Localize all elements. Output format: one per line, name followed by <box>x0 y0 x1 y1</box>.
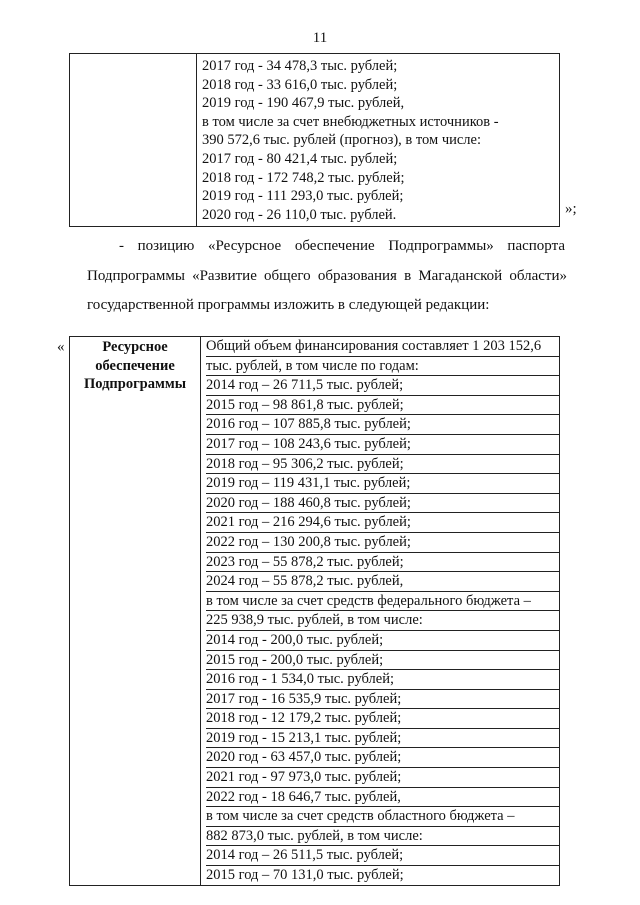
table-top-empty-cell <box>70 54 197 227</box>
funding-lines-bottom <box>206 337 559 885</box>
funding-line: 2024 год – 55 878,2 тыс. рублей, <box>206 572 559 592</box>
paragraph-line-2 <box>87 268 567 285</box>
label-line: Ресурсное <box>102 339 168 355</box>
funding-line: 2020 год - 26 110,0 тыс. рублей. <box>202 206 397 223</box>
funding-line: 2023 год – 55 878,2 тыс. рублей; <box>206 553 559 573</box>
funding-line: 2016 год - 1 534,0 тыс. рублей; <box>206 670 559 690</box>
funding-line: 2018 год – 95 306,2 тыс. рублей; <box>206 455 559 475</box>
funding-line: 2017 год - 80 421,4 тыс. рублей; <box>202 150 398 167</box>
funding-line: 2014 год – 26 511,5 тыс. рублей; <box>206 846 559 866</box>
funding-line: 2018 год - 172 748,2 тыс. рублей; <box>202 169 405 186</box>
paragraph-word: «Ресурсное <box>208 238 282 254</box>
paragraph-word: Магаданской <box>418 268 503 284</box>
paragraph-word: обеспечение <box>294 238 375 254</box>
funding-line: 2022 год - 18 646,7 тыс. рублей, <box>206 788 559 808</box>
resource-provision-label <box>72 338 198 394</box>
funding-line: 2020 год – 188 460,8 тыс. рублей; <box>206 494 559 514</box>
paragraph-word: позицию <box>137 238 195 254</box>
paragraph-word: общего <box>264 268 311 284</box>
funding-line: 2018 год - 12 179,2 тыс. рублей; <box>206 709 559 729</box>
funding-line: 882 873,0 тыс. рублей, в том числе: <box>206 827 559 847</box>
funding-line: тыс. рублей, в том числе по годам: <box>206 357 559 377</box>
funding-line: 2014 год - 200,0 тыс. рублей; <box>206 631 559 651</box>
funding-line: 2018 год - 33 616,0 тыс. рублей; <box>202 76 398 93</box>
funding-line: 2022 год – 130 200,8 тыс. рублей; <box>206 533 559 553</box>
resource-provision-values-cell <box>201 337 560 886</box>
funding-line: 225 938,9 тыс. рублей, в том числе: <box>206 611 559 631</box>
paragraph-line-3: государственной программы изложить в следующей редакции: <box>87 297 490 313</box>
funding-line: 2014 год – 26 711,5 тыс. рублей; <box>206 376 559 396</box>
paragraph-word: образования <box>317 268 397 284</box>
paragraph-word: области» <box>509 268 567 284</box>
funding-line: 2021 год - 97 973,0 тыс. рублей; <box>206 768 559 788</box>
funding-line: в том числе за счет внебюджетных источников - <box>202 113 499 130</box>
funding-line: 2015 год - 200,0 тыс. рублей; <box>206 651 559 671</box>
paragraph-line-1 <box>119 238 565 255</box>
funding-line: 2019 год - 15 213,1 тыс. рублей; <box>206 729 559 749</box>
paragraph-word: в <box>404 268 412 284</box>
funding-line: 2019 год - 111 293,0 тыс. рублей; <box>202 188 404 205</box>
paragraph-word: Подпрограммы» <box>388 238 494 254</box>
funding-line: 2019 год – 119 431,1 тыс. рублей; <box>206 474 559 494</box>
paragraph-word: - <box>119 238 124 254</box>
funding-line: 2017 год - 34 478,3 тыс. рублей; <box>202 58 398 74</box>
resource-provision-table <box>69 336 560 886</box>
funding-line: 2015 год – 70 131,0 тыс. рублей; <box>206 867 404 884</box>
funding-line: 2016 год – 107 885,8 тыс. рублей; <box>206 415 559 435</box>
funding-line: 2021 год – 216 294,6 тыс. рублей; <box>206 513 559 533</box>
funding-line: в том числе за счет средств федерального бюджета – <box>206 592 559 612</box>
paragraph-word: паспорта <box>507 238 565 254</box>
funding-line: 2017 год – 108 243,6 тыс. рублей; <box>206 435 559 455</box>
funding-table-top <box>69 53 560 227</box>
paragraph-word: Подпрограммы <box>87 268 185 284</box>
label-line: Подпрограммы <box>83 376 187 392</box>
opening-quote: « <box>57 339 65 355</box>
funding-line: 2015 год – 98 861,8 тыс. рублей; <box>206 396 559 416</box>
funding-line: Общий объем финансирования составляет 1 203 152,6 <box>206 337 559 357</box>
page-number: 11 <box>312 30 328 46</box>
funding-line: 390 572,6 тыс. рублей (прогноз), в том числе: <box>202 132 482 149</box>
funding-line: 2020 год - 63 457,0 тыс. рублей; <box>206 748 559 768</box>
funding-lines-top <box>202 57 559 224</box>
closing-quote: »; <box>565 201 577 217</box>
resource-provision-label-cell <box>70 337 201 886</box>
funding-line: в том числе за счет средств областного бюджета – <box>206 807 559 827</box>
paragraph-word: «Развитие <box>192 268 257 284</box>
table-top-funding-cell <box>197 54 560 227</box>
funding-line: 2017 год - 16 535,9 тыс. рублей; <box>206 690 559 710</box>
funding-line: 2019 год - 190 467,9 тыс. рублей, <box>202 95 405 112</box>
label-line: обеспечение <box>95 357 175 374</box>
